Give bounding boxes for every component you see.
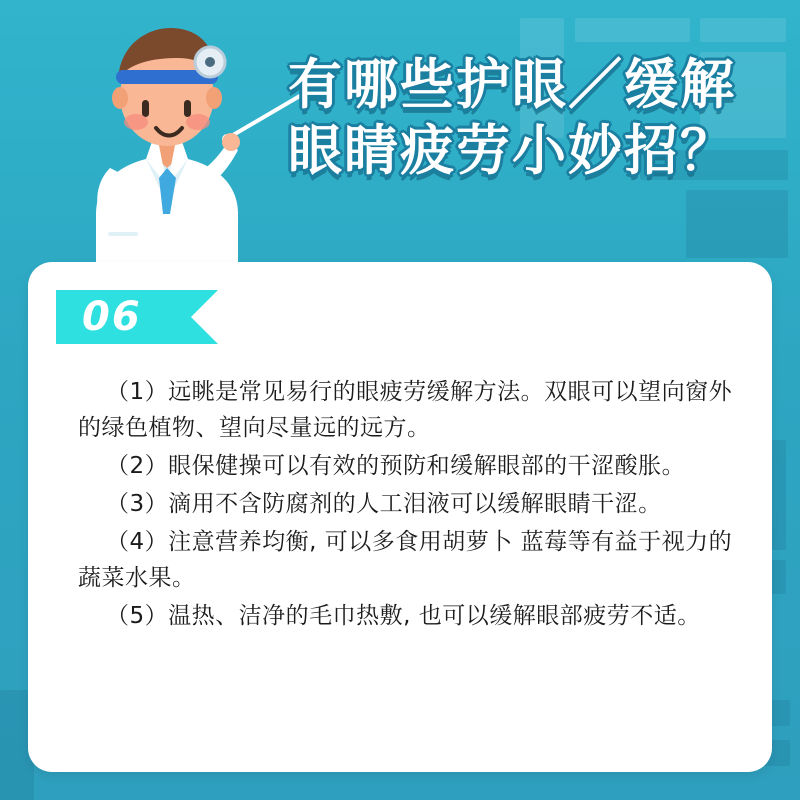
paragraph-3: （3）滴用不含防腐剂的人工泪液可以缓解眼睛干涩。 (106, 491, 662, 517)
paragraph-1: （1）远眺是常见易行的眼疲劳缓解方法。双眼可以望向窗外的绿色植物、望向尽量远的远方。 (78, 379, 733, 441)
title-line-2: 眼睛疲劳小妙招？ (288, 119, 736, 182)
paragraph-2: （2）眼保健操可以有效的预防和缓解眼部的干涩酸胀。 (106, 453, 686, 479)
content-body (78, 374, 738, 636)
poster-header (0, 0, 800, 262)
section-number: 06 (82, 294, 142, 340)
paragraph-5: （5）温热、洁净的毛巾热敷, 也可以缓解眼部疲劳不适。 (106, 603, 701, 629)
title-line-1: 有哪些护眼／缓解 (288, 53, 736, 116)
content-card (28, 262, 772, 772)
doctor-illustration-icon (60, 18, 310, 266)
paragraph-4: （4）注意营养均衡, 可以多食用胡萝卜 蓝莓等有益于视力的蔬菜水果。 (78, 529, 733, 591)
poster-title (288, 52, 784, 184)
section-number-badge (56, 290, 191, 344)
